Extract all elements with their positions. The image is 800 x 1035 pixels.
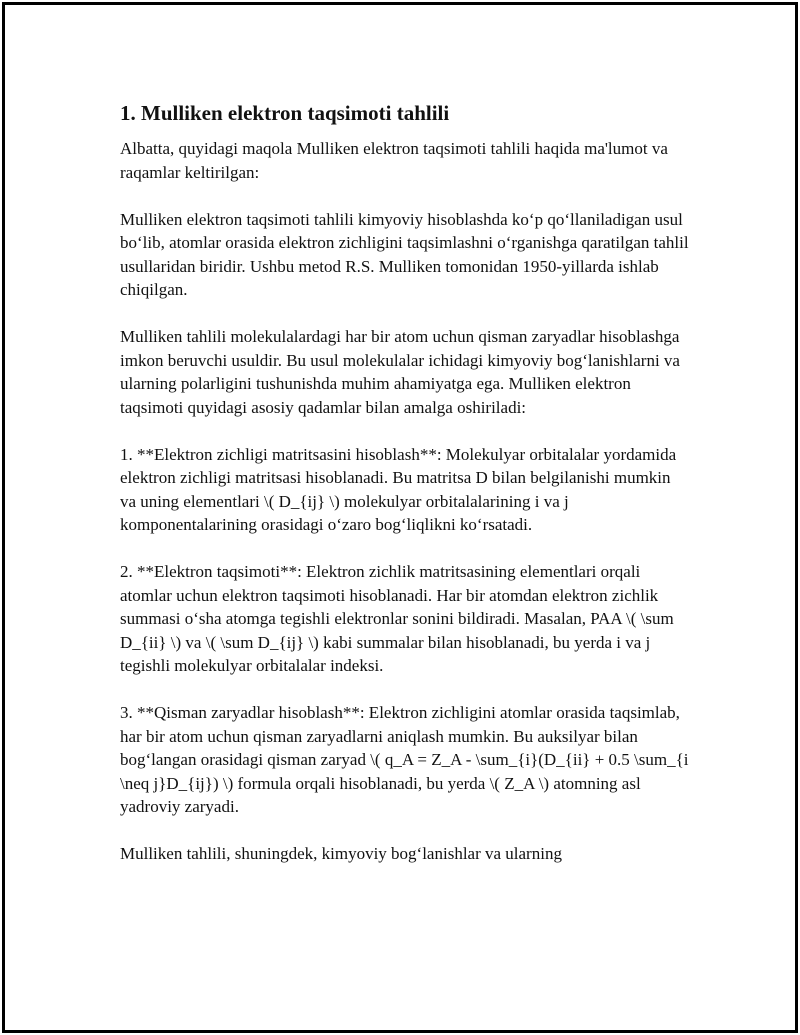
paragraph-intro: Albatta, quyidagi maqola Mulliken elektron taqsimoti tahlili haqida ma'lumot va raqamlar keltirilgan:	[120, 139, 668, 182]
page-frame	[2, 2, 798, 1033]
document-title: 1. Mulliken elektron taqsimoti tahlili	[120, 101, 450, 125]
paragraph-step-1: 1. **Elektron zichligi matritsasini hisoblash**: Molekulyar orbitalalar yordamida elektron zichligi matritsasi hisoblanadi. Bu matritsa D bilan belgilanishi mumkin va uning elementlari \( D_{ij} \) molekulyar orbitalalarining i va j komponentalarining orasidagi o‘zaro bog‘liqlikni ko‘rsatadi.	[120, 444, 677, 534]
document-body	[120, 99, 690, 889]
paragraph-step-3: 3. **Qisman zaryadlar hisoblash**: Elektron zichligini atomlar orasida taqsimlab, har bir atom uchun qisman zaryadlarni aniqlash mumkin. Bu auksilyar bilan bog‘langan orasidagi qisman zaryad \( q_A = Z_A - \sum_{i}(D_{ii} + 0.5 \sum_{i \neq j}D_{ij}) \) formula orqali hisoblanadi, bu yerda \( Z_A \) atomning asl yadroviy zaryadi.	[120, 703, 689, 816]
paragraph-step-2: 2. **Elektron taqsimoti**: Elektron zichlik matritsasining elementlari orqali atomlar uchun elektron taqsimoti hisoblanadi. Har bir atomdan elektron zichlik summasi o‘sha atomga tegishli elektronlar sonini bildiradi. Masalan, PAA \( \sum D_{ii} \) va \( \sum D_{ij} \) kabi summalar bilan hisoblanadi, bu yerda i va j tegishli molekulyar orbitalalar indeksi.	[120, 562, 674, 675]
paragraph-continuation: Mulliken tahlili, shuningdek, kimyoviy bog‘lanishlar va ularning	[120, 844, 562, 863]
paragraph-method-overview: Mulliken elektron taqsimoti tahlili kimyoviy hisoblashda ko‘p qo‘llaniladigan usul bo‘lib, atomlar orasida elektron zichligini taqsimlashni o‘rganishga qaratilgan tahlil usullaridan biridir. Ushbu metod R.S. Mulliken tomonidan 1950-yillarda ishlab chiqilgan.	[120, 209, 689, 299]
paragraph-partial-charges: Mulliken tahlili molekulalardagi har bir atom uchun qisman zaryadlar hisoblashga imkon beruvchi usuldir. Bu usul molekulalar ichidagi kimyoviy bog‘lanishlarni va ularning polarligini tushunishda muhim ahamiyatga ega. Mulliken elektron taqsimoti quyidagi asosiy qadamlar bilan amalga oshiriladi:	[120, 327, 680, 417]
